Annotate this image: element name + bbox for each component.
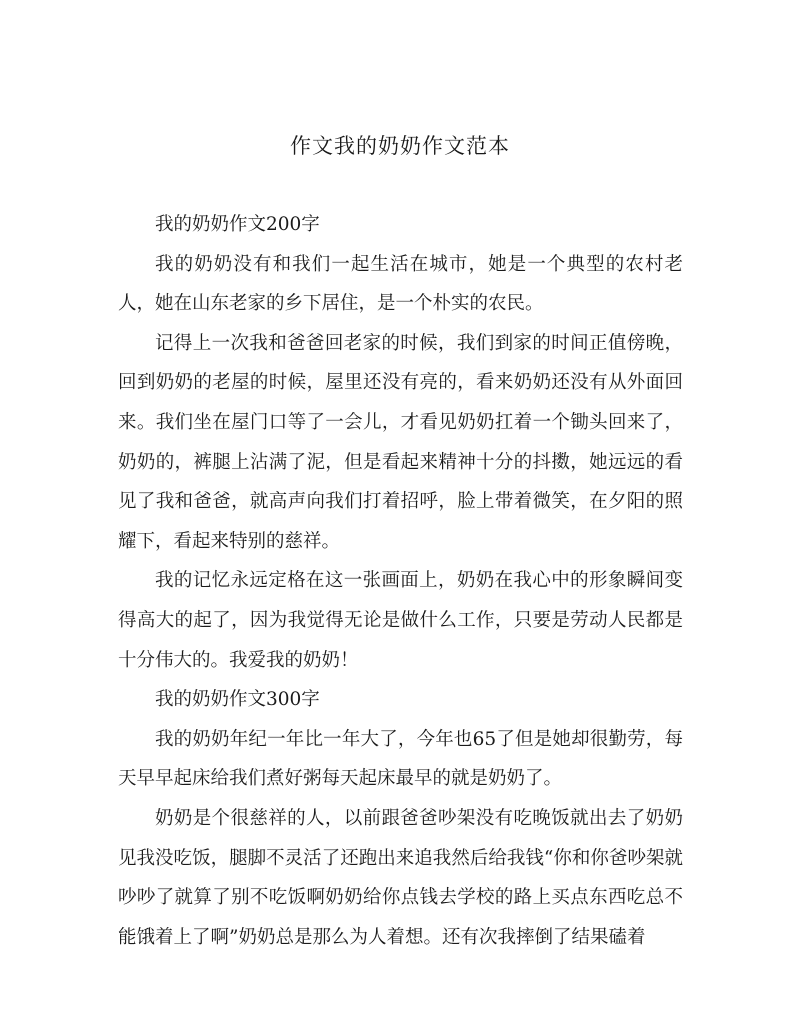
paragraph: 我的奶奶年纪一年比一年大了，今年也65了但是她却很勤劳，每天早早起床给我们煮好粥每天起床最早的就是奶奶了。 bbox=[118, 728, 683, 790]
paragraph: 奶奶是个很慈祥的人，以前跟爸爸吵架没有吃晚饭就出去了奶奶见我没吃饭，腿脚不灵活了还跑出来追我然后给我钱“你和你爸吵架就吵吵了就算了别不吃饭啊奶奶给你点钱去学校的路上买点东西吃总不能饿着上了啊”奶奶总是那么为人着想。还有次我摔倒了结果磕着 bbox=[118, 807, 683, 948]
document-body bbox=[118, 205, 683, 957]
paragraph: 记得上一次我和爸爸回老家的时候，我们到家的时间正值傍晚，回到奶奶的老屋的时候，屋里还没有亮的，看来奶奶还没有从外面回来。我们坐在屋门口等了一会儿，才看见奶奶扛着一个锄头回来了，奶奶的，裤腿上沾满了泥，但是看起来精神十分的抖擞，她远远的看见了我和爸爸，就高声向我们打着招呼，脸上带着微笑，在夕阳的照耀下，看起来特别的慈祥。 bbox=[118, 332, 683, 552]
paragraph: 我的记忆永远定格在这一张画面上，奶奶在我心中的形象瞬间变得高大的起了，因为我觉得无论是做什么工作，只要是劳动人民都是十分伟大的。我爱我的奶奶！ bbox=[118, 570, 683, 671]
document-title: 作文我的奶奶作文范本 bbox=[290, 134, 510, 158]
section-heading-2: 我的奶奶作文300字 bbox=[155, 689, 320, 711]
paragraph: 我的奶奶没有和我们一起生活在城市，她是一个典型的农村老人，她在山东老家的乡下居住，是一个朴实的农民。 bbox=[118, 253, 683, 315]
section-heading-1: 我的奶奶作文200字 bbox=[155, 214, 320, 235]
